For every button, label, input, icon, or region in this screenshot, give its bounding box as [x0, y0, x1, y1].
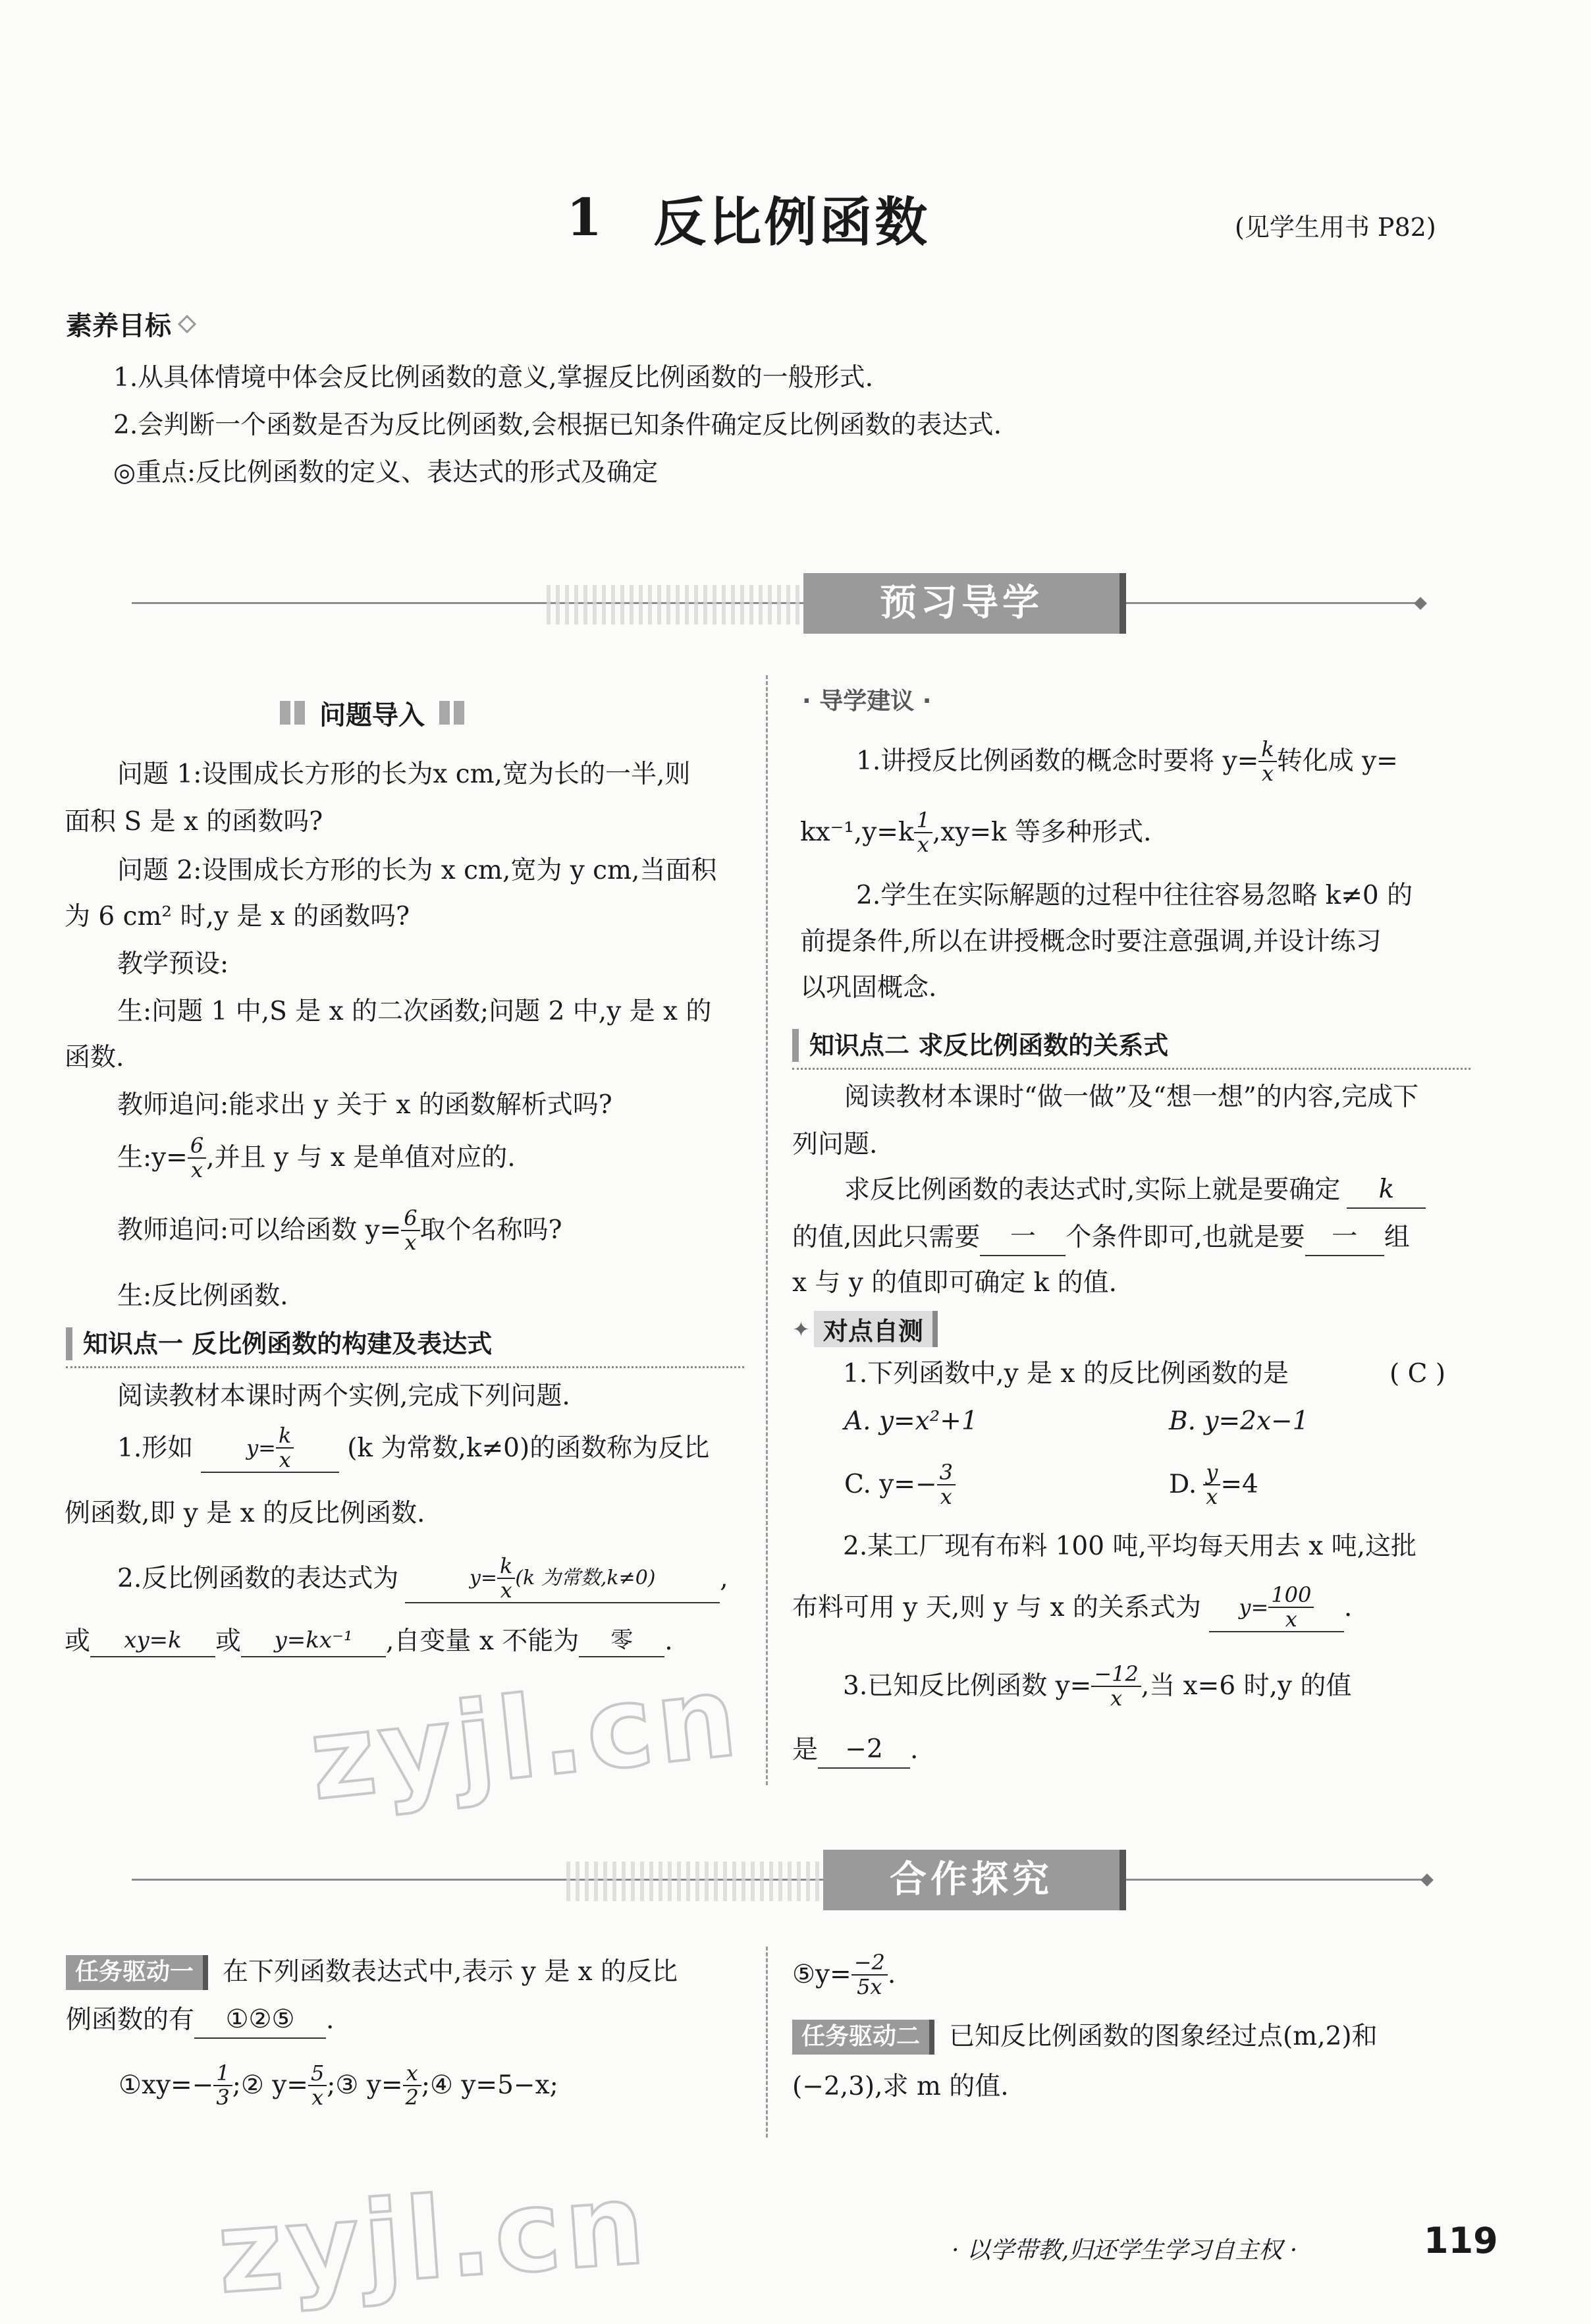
- answer-blank: y=kx⁻¹: [241, 1626, 386, 1657]
- option-d: D. $\frac{y}{x}$ =4: [1169, 1460, 1258, 1510]
- answer-blank: y= $\frac{100}{x}$: [1209, 1584, 1344, 1632]
- section-question-intro: [280, 697, 464, 729]
- answer-blank: −2: [818, 1732, 910, 1769]
- reading-instruction-2: 阅读教材本课时“做一做”及“想一想”的内容,完成下: [844, 1082, 1419, 1112]
- teacher-question-1: 教师追问:能求出 y 关于 x 的函数解析式吗?: [117, 1090, 612, 1120]
- task-badge: 任务驱动二: [792, 2020, 934, 2055]
- problem-3: 3.已知反比例函数 y= $\frac{-12}{x}$ ,当 x=6 时,y 的值: [843, 1661, 1352, 1711]
- task-1-options: ①xy=− $\frac{1}{3}$ ;② y= $\frac{5}{x}$ ;③ y= $\frac{x}{2}$ ;④ y=5−x;: [119, 2061, 558, 2111]
- answer-blank: 一: [980, 1220, 1065, 1256]
- banner-title: 合作探究: [823, 1850, 1126, 1910]
- answer-blank: ①②⑤: [194, 2003, 326, 2039]
- question-2-line-2: 为 6 cm² 时,y 是 x 的函数吗?: [65, 902, 410, 931]
- watermark: zyjl.cn: [304, 1651, 747, 1826]
- option-c: C. y=− $\frac{3}{x}$: [844, 1461, 956, 1508]
- goals-label: [66, 305, 194, 343]
- answer-blank: 零: [579, 1626, 664, 1657]
- reading-instruction-2-line-2: 列问题.: [792, 1130, 878, 1159]
- problem-1-answer: ( C ): [1389, 1359, 1446, 1389]
- answer-blank: 一: [1305, 1220, 1384, 1256]
- page-number: 119: [1424, 2220, 1498, 2261]
- diamond-icon: [178, 314, 196, 333]
- reading-instruction-1: 阅读教材本课时两个实例,完成下列问题.: [117, 1381, 570, 1411]
- student-book-ref: (见学生用书 P82): [1235, 213, 1436, 242]
- guide-item-2-line-3: 以巩固概念.: [800, 973, 937, 1003]
- divider: [792, 1068, 1470, 1070]
- divider: [66, 1366, 744, 1368]
- goal-item-2: 2.会判断一个函数是否为反比例函数,会根据已知条件确定反比例函数的表达式.: [113, 410, 1002, 440]
- teaching-preset: 教学预设:: [117, 949, 229, 979]
- guide-item-2: 2.学生在实际解题的过程中往往容易忽略 k≠0 的: [856, 881, 1413, 910]
- chapter-name: 反比例函数: [653, 191, 930, 253]
- option-a: A. y=x²+1: [844, 1406, 978, 1436]
- banner-title: 预习导学: [803, 573, 1126, 634]
- fill-item-1-line-2: 例函数,即 y 是 x 的反比例函数.: [65, 1499, 425, 1528]
- student-answer-2: 生:y= $\frac{6}{x}$ ,并且 y 与 x 是单值对应的.: [117, 1133, 516, 1183]
- problem-1: 1.下列函数中,y 是 x 的反比例函数的是: [843, 1359, 1289, 1389]
- student-answer-3: 生:反比例函数.: [117, 1281, 288, 1311]
- self-test-header: ✦ 对点自测: [792, 1311, 938, 1347]
- goals-label-text: 素养目标: [66, 311, 171, 341]
- guide-title: · 导学建议 ·: [802, 688, 932, 715]
- fill-xy: x 与 y 的值即可确定 k 的值.: [792, 1268, 1118, 1298]
- diamond-icon: [1414, 597, 1427, 610]
- goal-item-focus: ◎重点:反比例函数的定义、表达式的形式及确定: [113, 458, 659, 487]
- task-1-line-2: 例函数的有 ①②⑤ .: [66, 2003, 334, 2039]
- problem-3-line-2: 是 −2 .: [792, 1732, 918, 1769]
- task-2: 任务驱动二 已知反比例函数的图象经过点(m,2)和: [792, 2020, 1378, 2055]
- question-1-line-1: 问题 1:设围成长方形的长为x cm,宽为长的一半,则: [117, 760, 691, 789]
- guide-item-1: 1.讲授反比例函数的概念时要将 y= $\frac{k}{x}$ 转化成 y=: [856, 736, 1398, 787]
- question-1-line-2: 面积 S 是 x 的函数吗?: [65, 807, 323, 837]
- task-2-line-2: (−2,3),求 m 的值.: [792, 2072, 1009, 2101]
- fill-k: 求反比例函数的表达式时,实际上就是要确定 k: [844, 1173, 1426, 1209]
- guide-item-2-line-2: 前提条件,所以在讲授概念时要注意强调,并设计练习: [800, 927, 1382, 956]
- chapter-number: 1: [566, 187, 603, 248]
- chapter-title: [566, 181, 930, 254]
- task-1-option-5: ⑤y= $\frac{-2}{5x}$ .: [792, 1950, 896, 2000]
- section-banner-cooperation: [132, 1850, 1436, 1910]
- fraction-6-over-x: $\frac{6}{x}$: [188, 1134, 206, 1182]
- answer-blank: xy=k: [90, 1626, 215, 1657]
- option-b: B. y=2x−1: [1169, 1406, 1309, 1436]
- problem-2-line-2: 布料可用 y 天,则 y 与 x 的关系式为 y= $\frac{100}{x}$ .: [792, 1582, 1353, 1632]
- answer-blank: y= $\frac{k}{x}$ (k 为常数,k≠0): [405, 1555, 720, 1603]
- section-banner-preview: [132, 573, 1429, 634]
- problem-2: 2.某工厂现有布料 100 吨,平均每天用去 x 吨,这批: [843, 1532, 1417, 1561]
- fill-count: 的值,因此只需要 一 个条件即可,也就是要 一 组: [792, 1220, 1410, 1256]
- fill-item-1: 1.形如 y= $\frac{k}{x}$ (k 为常数,k≠0)的函数称为反比: [117, 1423, 710, 1473]
- student-answer-1b: 函数.: [65, 1043, 124, 1072]
- fraction-6-over-x: $\frac{6}{x}$: [401, 1207, 419, 1254]
- question-2-line-1: 问题 2:设围成长方形的长为 x cm,宽为 y cm,当面积: [117, 856, 717, 885]
- guide-item-1-line-2: kx⁻¹,y=k $\frac{1}{x}$ ,xy=k 等多种形式.: [800, 808, 1152, 858]
- task-1: 任务驱动一 在下列函数表达式中,表示 y 是 x 的反比: [66, 1955, 678, 1990]
- student-answer-1a: 生:问题 1 中,S 是 x 的二次函数;问题 2 中,y 是 x 的: [117, 997, 712, 1026]
- knowledge-point-2: 知识点二 求反比例函数的关系式: [792, 1029, 1168, 1062]
- column-divider: [766, 1947, 768, 2138]
- knowledge-point-1: 知识点一 反比例函数的构建及表达式: [66, 1327, 492, 1360]
- goal-item-1: 1.从具体情境中体会反比例函数的意义,掌握反比例函数的一般形式.: [113, 363, 874, 393]
- fill-item-3: 或 xy=k 或 y=kx⁻¹ ,自变量 x 不能为 零 .: [65, 1624, 673, 1659]
- task-badge: 任务驱动一: [66, 1955, 208, 1990]
- teacher-question-2: 教师追问:可以给函数 y= $\frac{6}{x}$ 取个名称吗?: [117, 1205, 562, 1256]
- watermark: zyjl.cn: [213, 2159, 653, 2319]
- section-title: 问题导入: [319, 700, 425, 731]
- sparkle-icon: ✦: [792, 1316, 810, 1342]
- diamond-icon: [1420, 1873, 1434, 1887]
- answer-blank: k: [1347, 1173, 1426, 1209]
- footer-slogan: · 以学带教,归还学生学习自主权 ·: [952, 2237, 1298, 2264]
- fill-item-2: 2.反比例函数的表达式为 y= $\frac{k}{x}$ (k 为常数,k≠0) ,: [117, 1553, 728, 1603]
- answer-blank: y= $\frac{k}{x}$: [201, 1424, 339, 1473]
- column-divider: [766, 675, 768, 1785]
